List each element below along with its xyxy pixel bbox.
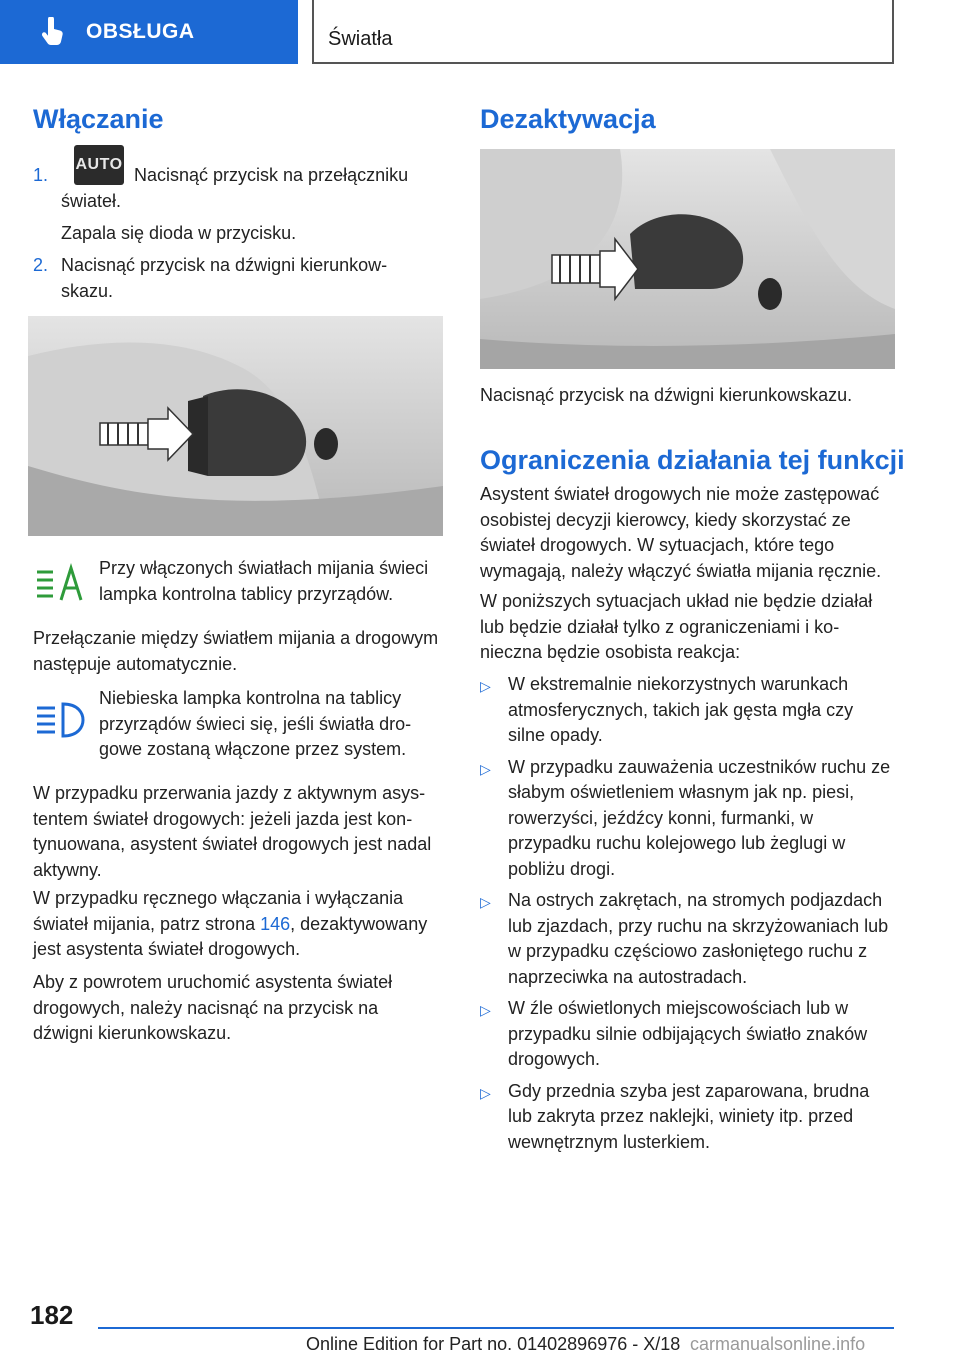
para-manual bbox=[33, 886, 449, 963]
list-item bbox=[480, 672, 895, 749]
indicator-note: Przy włączonych światłach mijania świeci lampka kontrolna tablicy przyrządów. bbox=[99, 558, 429, 604]
triangle-bullet-icon: ▷ bbox=[480, 760, 491, 777]
limitations-para-2: W poniższych sytuacjach układ nie będzie działał lub będzie działał tylko z ograniczeniami i konieczna będzie osobista reakcja: bbox=[480, 591, 873, 662]
para-manual-before: W przypadku ręcznego włączania i wyłączania świateł mijania, patrz strona bbox=[33, 888, 404, 934]
triangle-bullet-icon: ▷ bbox=[480, 1002, 491, 1018]
footer-divider bbox=[98, 1327, 894, 1329]
footer-edition: Online Edition for Part no. 01402896976 - X/18 bbox=[306, 1334, 681, 1354]
page-link-146[interactable]: 146 bbox=[260, 913, 291, 934]
list-item-text: W ekstremalnie niekorzystnych warunkach atmosferycznych, takich jak gęsta mgła czy silne opady. bbox=[508, 674, 854, 745]
page-topic: Światła bbox=[328, 28, 393, 50]
step-1-subtext: Zapala się dioda w przycisku. bbox=[61, 223, 297, 243]
para-interrupt: W przypadku przerwania jazdy z aktywnym asystentem świateł drogowych: jeżeli jazda jest kontynuowana, asystent świateł drogowych jest nadal aktywny. bbox=[33, 783, 432, 880]
para-manual-after: , dezaktywowany jest asystenta świateł drogowych. bbox=[33, 913, 428, 959]
photo-caption: Nacisnąć przycisk na dźwigni kierunkowskazu. bbox=[480, 385, 853, 405]
step-2-number: 2. bbox=[33, 255, 49, 275]
list-item bbox=[480, 996, 895, 1073]
step-1-number: 1. bbox=[33, 165, 49, 185]
auto-button-label: AUTO bbox=[75, 156, 123, 173]
high-beam-icon bbox=[33, 700, 85, 740]
list-item bbox=[480, 888, 895, 990]
list-item-text: Na ostrych zakrętach, na stromych podjazdach lub zjazdach, przy ruchu na skrzyżowaniach lub w przypadku częściowo zasłoniętego ruchu z naprzeciwka na autostradach. bbox=[508, 890, 889, 987]
low-beam-auto-icon bbox=[33, 562, 85, 606]
hand-pointer-icon bbox=[40, 17, 66, 47]
step-1-text: Nacisnąć przycisk na przełączniku świateł. bbox=[61, 165, 409, 211]
triangle-bullet-icon: ▷ bbox=[480, 1084, 491, 1101]
blue-indicator-note: Niebieska lampka kontrolna na tablicy przyrządów świeci się, jeśli światła drogowe zostaną włączone przez system. bbox=[99, 688, 412, 759]
section-label: OBSŁUGA bbox=[86, 20, 195, 43]
page-number: 182 bbox=[30, 1300, 74, 1330]
limitations-list bbox=[480, 672, 895, 1155]
deactivation-lever-photo bbox=[480, 149, 895, 369]
list-item bbox=[480, 755, 895, 883]
list-item bbox=[480, 1079, 895, 1156]
list-item-text: Gdy przednia szyba jest zaparowana, brudna lub zakryta przez naklejki, winiety itp. przed wewnętrznym lusterkiem. bbox=[508, 1080, 870, 1152]
step-2-text: Nacisnąć przycisk na dźwigni kierunkowskazu. bbox=[61, 255, 388, 301]
footer-watermark: carmanualsonline.info bbox=[690, 1334, 866, 1354]
turn-signal-lever-photo bbox=[28, 316, 443, 536]
heading-wlaczanie: Włączanie bbox=[33, 104, 164, 134]
triangle-bullet-icon: ▷ bbox=[480, 678, 491, 694]
page-topic-box bbox=[312, 0, 894, 64]
para-restart: Aby z powrotem uruchomić asystenta świateł drogowych, należy nacisnąć na przycisk na dźwigni kierunkowskazu. bbox=[33, 972, 393, 1043]
heading-limitations: Ograniczenia działania tej funkcji bbox=[480, 445, 905, 475]
auto-switch-text: Przełączanie między światłem mijania a drogowym następuje automatycznie. bbox=[33, 628, 439, 674]
list-item-text: W źle oświetlonych miejscowościach lub w przypadku silnie odbijających światło znaków drogowych. bbox=[508, 998, 868, 1069]
list-item-text: W przypadku zauważenia uczestników ruchu ze słabym oświetleniem własnym jak np. piesi, rowerzyści, jeźdźcy konni, furmanki, w przypadku ruchu kolejowego lub żeglugi w pobliżu drogi. bbox=[508, 756, 891, 879]
heading-dezaktywacja: Dezaktywacja bbox=[480, 104, 656, 134]
section-tab[interactable] bbox=[0, 0, 298, 64]
triangle-bullet-icon: ▷ bbox=[480, 894, 491, 910]
limitations-para-1: Asystent świateł drogowych nie może zastępować osobistej decyzji kierowcy, kiedy skorzystać ze świateł drogowych. W sytuacjach, które tego wymagają, należy włączyć światła mijania ręcznie. bbox=[480, 484, 882, 581]
